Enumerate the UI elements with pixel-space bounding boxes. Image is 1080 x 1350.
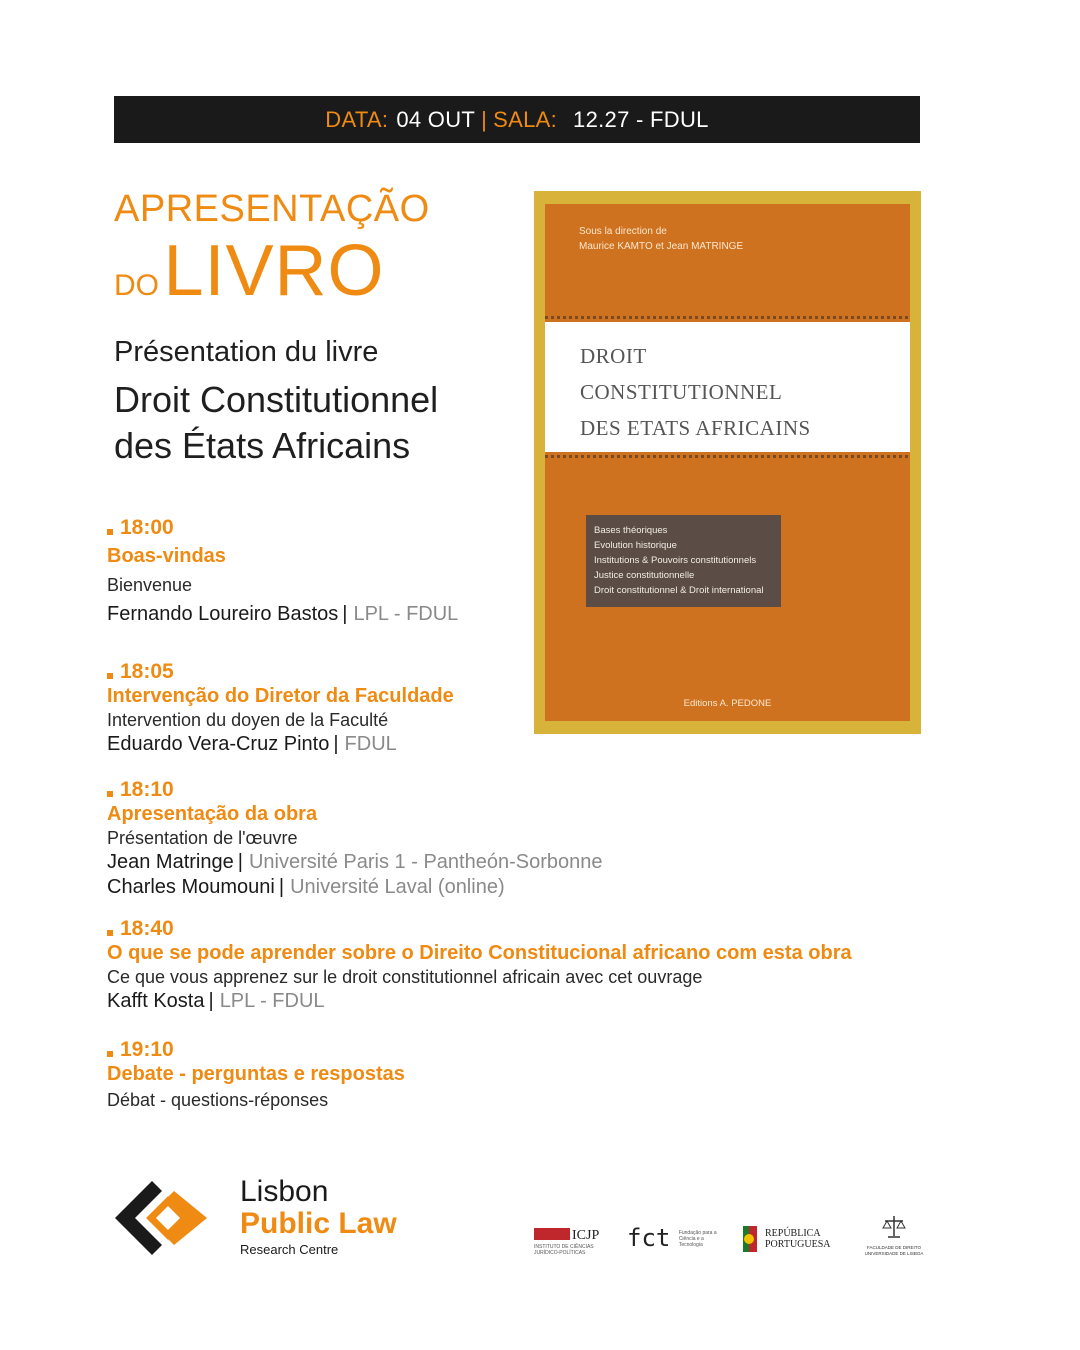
fct-subtitle: Fundação para a Ciência e a Tecnologia	[678, 1230, 717, 1248]
fct-logo	[627, 1224, 719, 1252]
program-time	[107, 778, 602, 802]
bullet-square-icon	[107, 1051, 113, 1057]
date-room-bar	[114, 96, 920, 143]
program-item	[107, 516, 458, 627]
logo-line2: Public Law	[240, 1207, 397, 1240]
title-line2	[114, 231, 514, 328]
speaker-affiliation: LPL - FDUL	[219, 990, 325, 1012]
book-topic: Bases théoriques	[594, 525, 668, 536]
republica-portuguesa-logo	[743, 1226, 831, 1252]
speaker-name: Fernando Loureiro Bastos	[107, 603, 339, 625]
program-title: Apresentação da obra	[107, 803, 318, 825]
portugal-flag-icon	[743, 1226, 757, 1252]
book-editors	[579, 224, 743, 254]
program-title: Intervenção do Diretor da Faculdade	[107, 685, 454, 707]
room-value: 12.27 - FDUL	[573, 106, 709, 132]
fd-line2: UNIVERSIDADE DE LISBOA	[864, 1251, 924, 1256]
speaker-name: Kafft Kosta	[107, 990, 205, 1012]
program-speaker: Jean Matringe | Université Paris 1 - Pantheón-Sorbonne	[107, 851, 603, 873]
speaker-name: Eduardo Vera-Cruz Pinto	[107, 733, 330, 755]
program-speaker: Eduardo Vera-Cruz Pinto | FDUL	[107, 733, 397, 755]
subtitle-french: Présentation du livre	[114, 336, 379, 368]
faculdade-direito-logo	[864, 1214, 924, 1257]
program-time-value: 18:00	[120, 516, 174, 539]
program-time-value: 18:10	[120, 778, 174, 801]
program-item	[107, 1038, 405, 1112]
program-time-value: 18:40	[120, 917, 174, 940]
book-editors-line1: Sous la direction de	[579, 226, 667, 237]
icjp-red-bar-icon	[534, 1228, 570, 1240]
book-topic: Evolution historique	[594, 540, 677, 551]
date-label: DATA:	[325, 106, 389, 132]
date-value: 04 OUT	[396, 106, 476, 132]
book-cover	[534, 191, 921, 734]
lisbon-public-law-logo-icon	[112, 1178, 232, 1258]
title-do: DO	[114, 269, 159, 302]
fd-line1: FACULDADE DE DIREITO	[867, 1245, 921, 1250]
bullet-square-icon	[107, 529, 113, 535]
bullet-square-icon	[107, 673, 113, 679]
speaker-affiliation: Université Paris 1 - Pantheón-Sorbonne	[248, 851, 603, 873]
book-cover-title	[580, 338, 811, 446]
speaker-name: Jean Matringe	[107, 851, 234, 873]
book-cover-inner	[545, 204, 910, 721]
bullet-square-icon	[107, 791, 113, 797]
program-title: Boas-vindas	[107, 545, 226, 567]
lisbon-public-law-wordmark	[240, 1176, 397, 1257]
book-topic: Justice constitutionnelle	[594, 570, 695, 581]
room-label: SALA:	[493, 106, 558, 132]
icjp-name: ICJP	[572, 1228, 600, 1243]
program-item	[107, 917, 852, 1014]
program-title: Debate - perguntas e respostas	[107, 1063, 405, 1085]
icjp-logo	[534, 1226, 606, 1256]
republica-line2: PORTUGUESA	[765, 1239, 831, 1250]
bullet-square-icon	[107, 930, 113, 936]
speaker-affiliation: Université Laval (online)	[290, 876, 505, 898]
logo-line1: Lisbon	[240, 1175, 329, 1208]
icjp-subtitle: INSTITUTO DE CIÊNCIAS JURÍDICO-POLÍTICAS	[534, 1244, 594, 1256]
scales-of-justice-icon	[882, 1214, 906, 1240]
program-title: O que se pode aprender sobre o Direito Constitucional africano com esta obra	[107, 942, 852, 964]
republica-line1: REPÚBLICA	[765, 1228, 821, 1239]
book-cover-title-line1: DROIT	[580, 344, 647, 368]
partner-logos	[534, 1214, 924, 1260]
book-cover-title-line3: DES ETATS AFRICAINS	[580, 416, 811, 440]
event-title	[114, 186, 514, 469]
program-speaker: Fernando Loureiro Bastos | LPL - FDUL	[107, 603, 459, 625]
program-time	[107, 660, 454, 684]
program-item	[107, 778, 602, 900]
title-livro: LIVRO	[163, 231, 385, 311]
speaker-affiliation: LPL - FDUL	[353, 603, 459, 625]
book-topic: Droit constitutionnel & Droit international	[594, 585, 764, 596]
program-speaker: Charles Moumouni | Université Laval (online)	[107, 876, 505, 898]
program-speaker: Kafft Kosta | LPL - FDUL	[107, 990, 325, 1012]
program-item	[107, 660, 454, 757]
program-french: Ce que vous apprenez sur le droit constitutionnel africain avec cet ouvrage	[107, 967, 703, 987]
speaker-name: Charles Moumouni	[107, 876, 275, 898]
program-french: Bienvenue	[107, 575, 193, 595]
program-time	[107, 516, 458, 540]
speaker-affiliation: FDUL	[344, 733, 397, 755]
book-editors-line2: Maurice KAMTO et Jean MATRINGE	[579, 241, 744, 252]
republica-text	[765, 1228, 831, 1250]
program-french: Débat - questions-réponses	[107, 1090, 329, 1110]
book-topic: Institutions & Pouvoirs constitutionnels	[594, 555, 757, 566]
program-time-value: 19:10	[120, 1038, 174, 1061]
book-publisher: Editions A. PEDONE	[683, 698, 772, 709]
program-time	[107, 1038, 405, 1062]
bar-separator: |	[481, 106, 488, 132]
program-french: Présentation de l'œuvre	[107, 828, 298, 848]
book-title-band	[545, 322, 910, 452]
program-time-value: 18:05	[120, 660, 174, 683]
book-name-line1: Droit Constitutionnel	[114, 379, 439, 420]
book-topics-box	[586, 515, 781, 607]
logo-line3: Research Centre	[240, 1242, 339, 1257]
book-cover-title-line2: CONSTITUTIONNEL	[580, 380, 783, 404]
title-line1: APRESENTAÇÃO	[114, 188, 430, 230]
program-time	[107, 917, 852, 941]
book-name	[114, 377, 514, 469]
fct-name: fct	[627, 1224, 671, 1252]
program-french: Intervention du doyen de la Faculté	[107, 710, 389, 730]
book-name-line2: des États Africains	[114, 425, 411, 466]
